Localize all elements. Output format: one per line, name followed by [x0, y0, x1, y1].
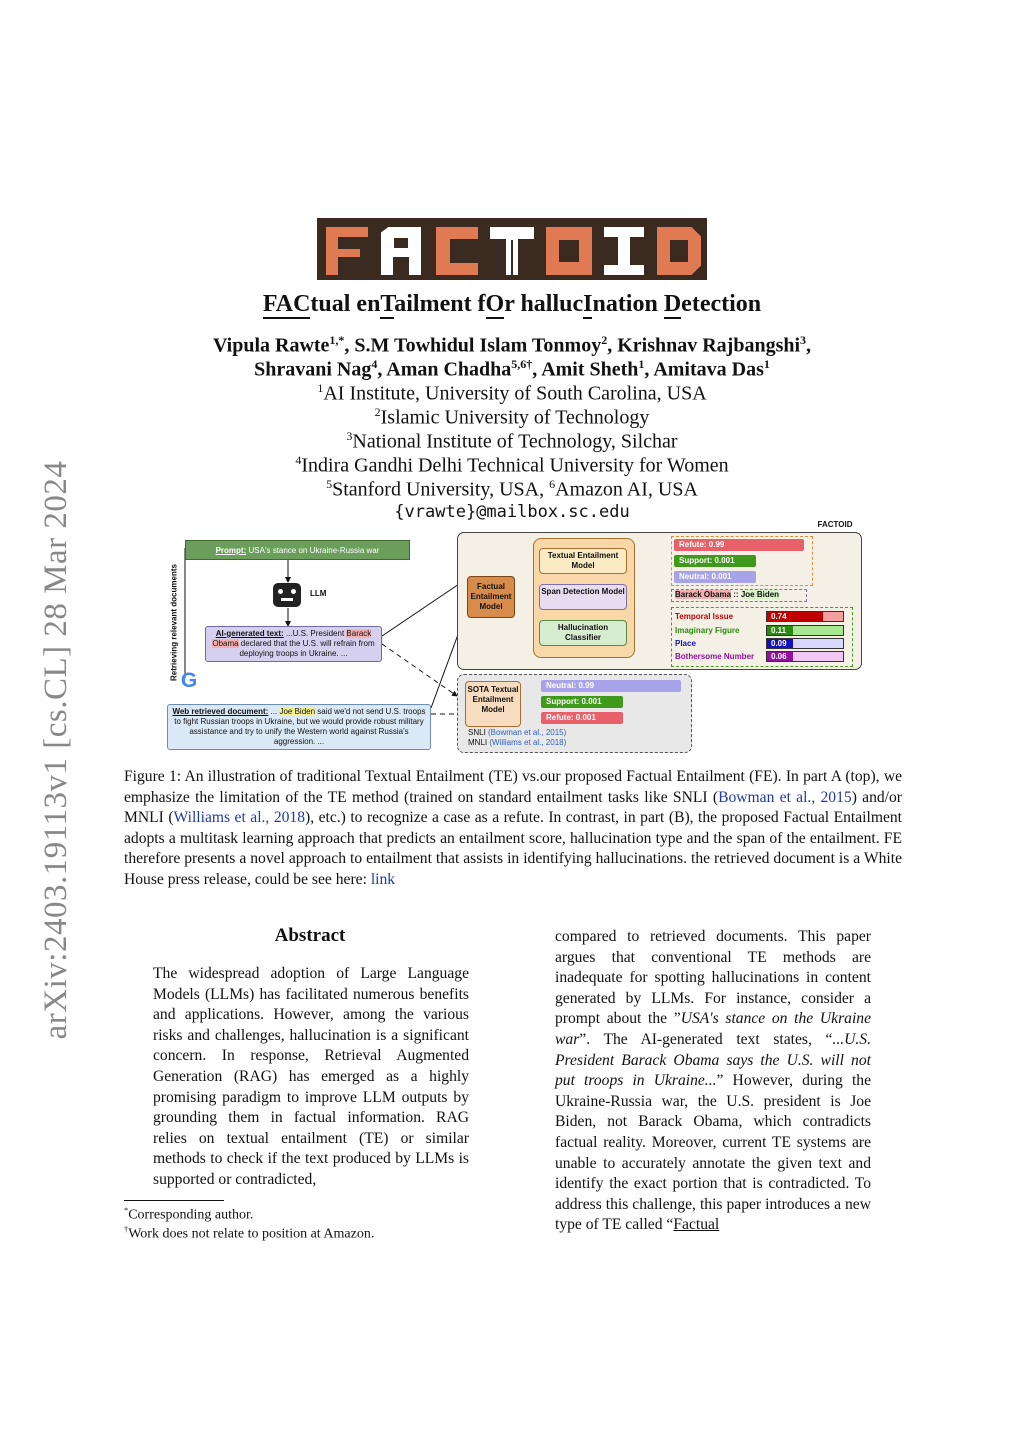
halluc-bar [766, 638, 844, 649]
right-column-text: compared to retrieved documents. This paper argues that conventional TE methods are inadequate for spotting hallucinations in content generated by LLMs. For instance, consider a prompt about the ”USA's stance on the Ukraine war”. The AI-generated text states, “...U.S. President Barack Obama says the U.S. will not put troops in Ukraine...” However, during the Ukraine-Russia war, the U.S. president is Joe Biden, not Barack Obama, which contradicts factual reality. Moreover, current TE systems are unable to accurately annotate the given text and identify the exact portion that is contradicted. To address this challenge, this paper introduces a new type of TE called “Factual [555, 928, 872, 1234]
abstract-body: The widespread adoption of Large Language Models (LLMs) has facilitated numerous benefits and applications. However, among the various risks and challenges, hallucination is a significant concern. In response, Retrieval Augmented Generation (RAG) has emerged as a highly promising paradigm to improve LLM outputs by grounding them in factual information. RAG relies on textual entailment (TE) or similar methods to check if the text produced by LLMs is supported or contradicted, [153, 965, 469, 1188]
author-line-2: Shravani Nag$^4$, Aman Chadha$^{5,6\dagger}$, Amit Sheth$^1$, Amitava Das$^1$ [254, 357, 770, 381]
halluc-label-imaginary: Imaginary Figure [675, 626, 740, 635]
te-bar-neutral: Neutral: 0.001 [674, 571, 756, 583]
logo-letter-d [656, 226, 702, 276]
halluc-label-place: Place [675, 639, 696, 648]
author-line-1: Vipula Rawte$^{1,*}$, S.M Towhidul Islam Tonmoy$^2$, Krishnav Rajbangshi$^3$, [212, 333, 812, 357]
title-part: D [663, 291, 682, 317]
web-document-box: Web retrieved document: ... Joe Biden said we'd not send U.S. troops to fight Russian troops in Ukraine, but we would provide robust military assistance and try to unify the Western world against Russia's aggression. ... [167, 704, 431, 750]
retrieving-label: Retrieving relevant documents [169, 564, 179, 681]
sota-bar-support: Support: 0.001 [541, 696, 623, 708]
affiliation: $^1$AI Institute, University of South Carolina, USA [317, 381, 707, 405]
title-part: etection [681, 291, 762, 317]
paper-title [0, 291, 1024, 318]
title-part: ailment f [394, 291, 486, 317]
affiliation: $^5$Stanford University, USA, $^6$Amazon AI, USA [326, 477, 698, 501]
factoid-label: FACTOID [817, 520, 853, 529]
affiliation: $^4$Indira Gandhi Delhi Technical University for Women [295, 453, 729, 477]
title-part: nation [592, 291, 664, 317]
halluc-score: 0.74 [767, 612, 823, 621]
halluc-score: 0.06 [767, 652, 793, 661]
title-part: O [485, 291, 505, 317]
logo-tiles [317, 218, 707, 280]
title-part: r halluc [504, 291, 584, 317]
figure-caption: Figure 1: An illustration of traditional Textual Entailment (TE) vs.our proposed Factual Entailment (FE). In part A (top), we emphasize the limitation of the TE method (trained on standard entailment tasks like SNLI (Bowman et al., 2015) and/or MNLI (Williams et al., 2018), etc.) to recognize a case as a refute. In contrast, in part (B), the proposed Factual Entailment adopts a multitask learning approach that predicts an entailment score, hallucination type and the span of the entailment. FE therefore presents a novel approach to entailment that assists in identifying hallucinations. the retrieved document is a White House press release, could be see here: link [124, 768, 903, 888]
te-bar-refute: Refute: 0.99 [674, 539, 804, 551]
footnote-rule [124, 1200, 224, 1201]
sota-bar-refute: Refute: 0.001 [541, 712, 623, 724]
halluc-bar [766, 625, 844, 636]
footnote-amazon: †Work does not relate to position at Amazon. [124, 1225, 375, 1242]
citation-link[interactable]: Williams et al., 2018 [173, 809, 306, 827]
ai-generated-text-box: AI-generated text: ...U.S. President Barack Obama declared that the U.S. will refrain from deploying troops in Ukraine. ... [205, 626, 382, 662]
factual-entailment-model: Factual Entailment Model [467, 576, 515, 618]
logo-letter-o [545, 226, 593, 276]
halluc-bar [766, 651, 844, 662]
halluc-score: 0.11 [767, 626, 793, 635]
title-part: T [380, 291, 395, 317]
snli-label: SNLI (Bowman et al., 2015) [468, 728, 567, 737]
footnote-corresponding: *Corresponding author. [124, 1206, 254, 1223]
hallucination-classifier: Hallucination Classifier [539, 620, 627, 646]
title-part: FA [262, 291, 294, 317]
span-output: Barack Obama :: Joe Biden [671, 589, 807, 602]
factoid-logo [317, 218, 707, 280]
affiliation: $^3$National Institute of Technology, Silchar [346, 429, 678, 453]
affiliation: $^2$Islamic University of Technology [374, 405, 650, 429]
halluc-label-number: Bothersome Number [675, 652, 755, 661]
span-detection-model: Span Detection Model [539, 584, 627, 610]
email[interactable]: {vrawte}@mailbox.sc.edu [394, 502, 630, 522]
halluc-score: 0.09 [767, 639, 793, 648]
title-part: tual en [310, 291, 381, 317]
robot-icon [273, 583, 301, 607]
halluc-bar [766, 611, 844, 622]
google-icon: G [180, 669, 198, 692]
abstract-heading: Abstract [274, 925, 346, 946]
mnli-label: MNLI (Williams et al., 2018) [468, 738, 567, 747]
figure-1 [165, 518, 865, 763]
title-part: C [293, 291, 311, 317]
halluc-label-temporal: Temporal Issue [675, 612, 734, 621]
citation-link[interactable]: Bowman et al., 2015 [718, 788, 852, 806]
press-release-link[interactable]: link [370, 870, 396, 888]
llm-label: LLM [310, 589, 327, 598]
sota-model: SOTA Textual Entailment Model [465, 681, 521, 727]
arxiv-identifier[interactable]: arXiv:2403.19113v1 [cs.CL] 28 Mar 2024 [38, 460, 74, 1040]
prompt-box: Prompt: USA's stance on Ukraine-Russia war [185, 540, 410, 560]
textual-entailment-model: Textual Entailment Model [539, 548, 627, 574]
te-bar-support: Support: 0.001 [674, 555, 756, 567]
sota-bar-neutral: Neutral: 0.99 [541, 680, 681, 692]
title-part: I [583, 291, 593, 317]
